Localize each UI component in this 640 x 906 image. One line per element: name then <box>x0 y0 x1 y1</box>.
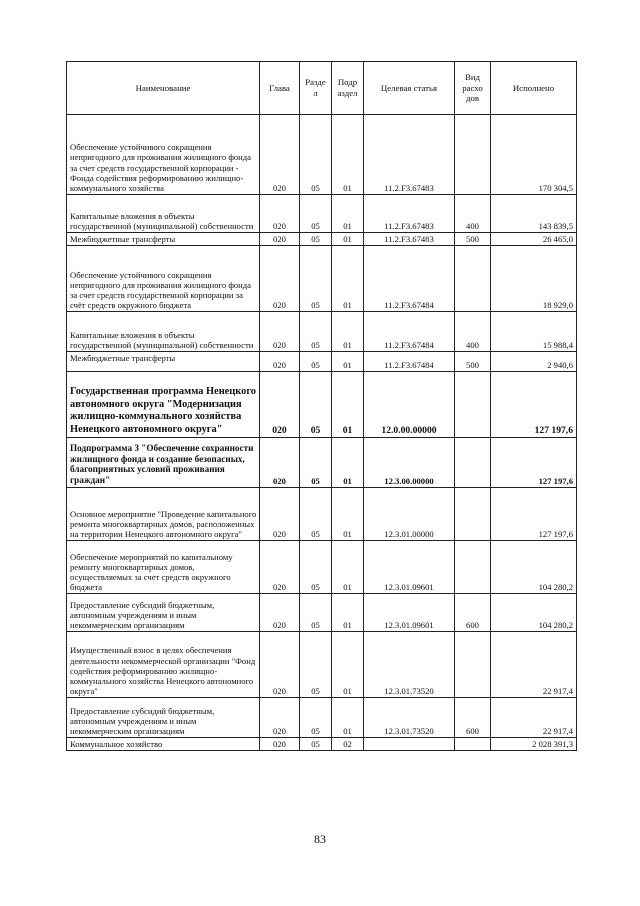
row-subsection: 01 <box>332 312 364 352</box>
row-expense-type <box>455 372 491 438</box>
row-chapter: 020 <box>260 488 300 541</box>
row-target: 11.2.F3.67484 <box>364 312 455 352</box>
row-chapter: 020 <box>260 594 300 632</box>
row-expense-type <box>455 246 491 312</box>
row-amount: 2 028 391,3 <box>491 738 577 751</box>
table-row <box>67 594 577 632</box>
row-chapter: 020 <box>260 115 300 195</box>
row-name: Коммунальное хозяйство <box>67 738 260 751</box>
row-expense-type: 400 <box>455 195 491 233</box>
row-section: 05 <box>300 246 332 312</box>
header-expense-type: Вид расхо дов <box>455 62 491 115</box>
row-expense-type <box>455 115 491 195</box>
row-subsection: 01 <box>332 438 364 488</box>
row-expense-type <box>455 632 491 698</box>
row-chapter: 020 <box>260 352 300 372</box>
header-name: Наименование <box>67 62 260 115</box>
row-subsection: 01 <box>332 632 364 698</box>
row-target: 12.3.01.09601 <box>364 541 455 594</box>
row-name: Межбюджетные трансферты <box>67 352 260 372</box>
row-name: Подпрограмма 3 "Обеспечение сохранности жилищного фонда и создание безопасных, благоприятных условий проживания граждан" <box>67 438 260 488</box>
row-subsection: 01 <box>332 233 364 246</box>
table-row <box>67 233 577 246</box>
row-name: Предоставление субсидий бюджетным, автономным учреждениям и иным некоммерческим организациям <box>67 594 260 632</box>
table-row <box>67 352 577 372</box>
row-expense-type: 500 <box>455 233 491 246</box>
row-expense-type: 600 <box>455 698 491 738</box>
row-chapter: 020 <box>260 632 300 698</box>
row-section: 05 <box>300 738 332 751</box>
row-amount: 127 197,6 <box>491 372 577 438</box>
row-chapter: 020 <box>260 312 300 352</box>
row-target: 12.3.01.73520 <box>364 632 455 698</box>
row-target: 12.3.01.09601 <box>364 594 455 632</box>
table-row <box>67 312 577 352</box>
row-target: 12.3.01.73520 <box>364 698 455 738</box>
row-target: 11.2.F3.67483 <box>364 195 455 233</box>
row-subsection: 01 <box>332 541 364 594</box>
table-row <box>67 195 577 233</box>
row-section: 05 <box>300 352 332 372</box>
row-amount: 22 917,4 <box>491 698 577 738</box>
row-name: Имущественный взнос в целях обеспечения деятельности некоммерческой организации "Фонд содействия реформированию жилищно-коммунального хозяйства Ненецкого автономного округа" <box>67 632 260 698</box>
table-row <box>67 115 577 195</box>
row-target: 11.2.F3.67483 <box>364 233 455 246</box>
header-target: Целевая статья <box>364 62 455 115</box>
table-row <box>67 541 577 594</box>
row-subsection: 02 <box>332 738 364 751</box>
row-name: Предоставление субсидий бюджетным, автономным учреждениям и иным некоммерческим организациям <box>67 698 260 738</box>
row-target: 12.3.00.00000 <box>364 438 455 488</box>
row-target: 12.0.00.00000 <box>364 372 455 438</box>
table-row <box>67 438 577 488</box>
page-number: 83 <box>314 832 326 846</box>
row-name: Обеспечение мероприятий по капитальному ремонту многоквартирных домов, осуществляемых за счет средств окружного бюджета <box>67 541 260 594</box>
row-chapter: 020 <box>260 541 300 594</box>
row-chapter: 020 <box>260 246 300 312</box>
header-section: Разде л <box>300 62 332 115</box>
row-chapter: 020 <box>260 698 300 738</box>
row-amount: 18 929,0 <box>491 246 577 312</box>
row-amount: 104 280,2 <box>491 541 577 594</box>
header-chapter: Глава <box>260 62 300 115</box>
row-chapter: 020 <box>260 738 300 751</box>
row-chapter: 020 <box>260 372 300 438</box>
row-section: 05 <box>300 233 332 246</box>
row-target: 11.2.F3.67484 <box>364 246 455 312</box>
row-expense-type: 400 <box>455 312 491 352</box>
table-row <box>67 488 577 541</box>
row-name: Межбюджетные трансферты <box>67 233 260 246</box>
row-chapter: 020 <box>260 233 300 246</box>
row-section: 05 <box>300 372 332 438</box>
budget-table-container <box>66 61 576 751</box>
row-amount: 127 197,6 <box>491 438 577 488</box>
row-section: 05 <box>300 438 332 488</box>
table-row <box>67 246 577 312</box>
row-subsection: 01 <box>332 594 364 632</box>
table-row <box>67 632 577 698</box>
row-amount: 26 465,0 <box>491 233 577 246</box>
table-row <box>67 698 577 738</box>
row-name: Государственная программа Ненецкого автономного округа "Модернизация жилищно-коммунального хозяйства Ненецкого автономного округа" <box>67 372 260 438</box>
row-section: 05 <box>300 195 332 233</box>
row-amount: 127 197,6 <box>491 488 577 541</box>
table-row <box>67 372 577 438</box>
row-amount: 15 988,4 <box>491 312 577 352</box>
row-expense-type <box>455 488 491 541</box>
row-subsection: 01 <box>332 195 364 233</box>
row-name: Обеспечение устойчивого сокращения непригодного для проживания жилищного фонда за счет средств государственной корпорации за счёт средств окружного бюджета <box>67 246 260 312</box>
row-amount: 143 839,5 <box>491 195 577 233</box>
row-section: 05 <box>300 632 332 698</box>
row-section: 05 <box>300 698 332 738</box>
row-section: 05 <box>300 541 332 594</box>
row-section: 05 <box>300 594 332 632</box>
table-row <box>67 738 577 751</box>
row-name: Основное мероприятие "Проведение капитального ремонта многоквартирных домов, расположенных на территории Ненецкого автономного округа" <box>67 488 260 541</box>
row-name: Обеспечение устойчивого сокращения непригодного для проживания жилищного фонда за счет средств государственной корпорации - Фонда содействия реформированию жилищно-коммунального хозяйства <box>67 115 260 195</box>
row-target: 11.2.F3.67484 <box>364 352 455 372</box>
row-subsection: 01 <box>332 352 364 372</box>
row-target: 11.2.F3.67483 <box>364 115 455 195</box>
row-section: 05 <box>300 312 332 352</box>
row-subsection: 01 <box>332 698 364 738</box>
row-amount: 170 304,5 <box>491 115 577 195</box>
table-header-row <box>67 62 577 115</box>
row-target: 12.3.01.00000 <box>364 488 455 541</box>
row-amount: 2 940,6 <box>491 352 577 372</box>
row-amount: 104 280,2 <box>491 594 577 632</box>
row-expense-type <box>455 438 491 488</box>
row-section: 05 <box>300 115 332 195</box>
budget-table <box>66 61 577 751</box>
row-expense-type <box>455 738 491 751</box>
row-expense-type <box>455 541 491 594</box>
header-subsection: Подр аздел <box>332 62 364 115</box>
row-name: Капитальные вложения в объекты государственной (муниципальной) собственности <box>67 195 260 233</box>
row-expense-type: 500 <box>455 352 491 372</box>
row-chapter: 020 <box>260 195 300 233</box>
row-section: 05 <box>300 488 332 541</box>
row-chapter: 020 <box>260 438 300 488</box>
row-name: Капитальные вложения в объекты государственной (муниципальной) собственности <box>67 312 260 352</box>
row-amount: 22 917,4 <box>491 632 577 698</box>
row-subsection: 01 <box>332 488 364 541</box>
row-expense-type: 600 <box>455 594 491 632</box>
row-target <box>364 738 455 751</box>
row-subsection: 01 <box>332 115 364 195</box>
row-subsection: 01 <box>332 246 364 312</box>
row-subsection: 01 <box>332 372 364 438</box>
header-executed: Исполнено <box>491 62 577 115</box>
